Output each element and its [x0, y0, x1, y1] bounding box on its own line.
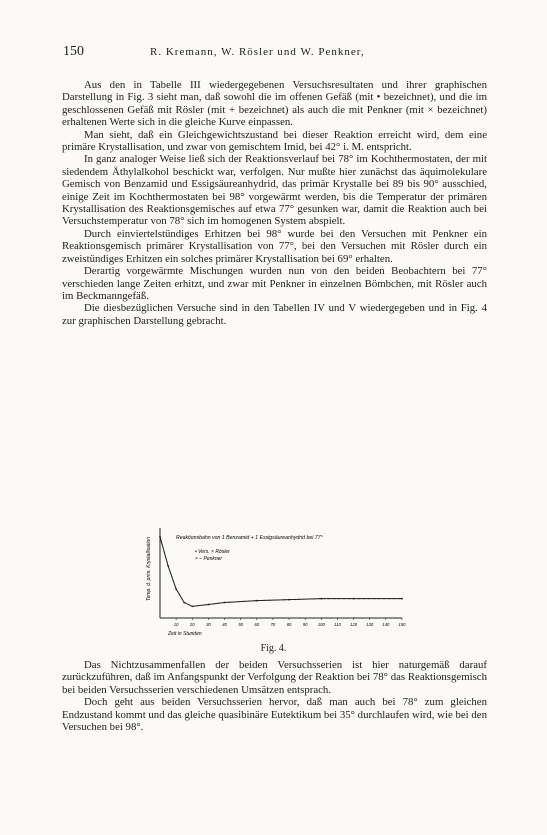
figure-caption: Fig. 4. [260, 643, 287, 654]
data-point [401, 598, 402, 599]
data-point [176, 588, 177, 589]
data-point [353, 598, 354, 599]
data-point [288, 599, 289, 600]
x-tick-label: 120 [350, 622, 358, 627]
legend-roesler: • Vers. × Rösler [195, 549, 230, 555]
data-point [184, 602, 185, 603]
x-tick-label: 20 [189, 622, 195, 627]
x-tick-label: 80 [286, 622, 292, 627]
x-tick-label: 70 [270, 622, 276, 627]
x-tick-label: 100 [317, 622, 325, 627]
data-point [208, 604, 209, 605]
chart-title: Reaktionsbahn von 1 Benzamid + 1 Essigsäureanhydrid bei 77° [176, 535, 323, 541]
x-tick-label: 40 [222, 622, 227, 627]
data-point [321, 598, 322, 599]
data-point [256, 600, 257, 601]
paragraph: Man sieht, daß ein Gleichgewichtszustand bei dieser Reaktion erreicht wird, dem eine primäre Krystallisation, und zwar von gemischtem Imid, bei 42° i. M. entspricht. [62, 128, 487, 154]
data-point [167, 565, 168, 566]
figure-4 [140, 523, 410, 643]
data-point [192, 606, 193, 607]
paragraph: Die diesbezüglichen Versuche sind in den Tabellen IV und V wiedergegeben und in Fig. 4 zur graphischen Darstellung gebracht. [62, 302, 487, 327]
x-tick-label: 10 [173, 622, 179, 627]
x-tick-label: 30 [206, 622, 211, 627]
x-tick-label: 150 [398, 622, 406, 627]
x-tick-label: 110 [334, 622, 341, 627]
x-axis-label: Zeit in Stunden [168, 631, 202, 637]
y-axis-label: Temp. d. prim. Krystallisation [146, 536, 152, 601]
paragraph: Durch einviertelstündiges Erhitzen bei 98° wurde bei den Versuchen mit Penkner ein Reaktionsgemisch primärer Krystallisation von 77°, bei den Versuchen mit Rösler durch ein zweistündiges Erhitzen ein solches primärer Krystallisation bei 69° erhalten. [62, 227, 487, 265]
x-tick-label: 130 [366, 622, 374, 627]
data-point [159, 536, 160, 537]
x-tick-label: 60 [254, 622, 260, 627]
body-text-bottom [62, 659, 487, 733]
paragraph: Das Nichtzusammenfallen der beiden Versuchsserien ist hier naturgemäß darauf zurückzuführen, daß im Anfangspunkt der Verfolgung der Reaktion bei 78° das Reaktionsgemisch bei beiden Versuchsserien verschiedenen Umsätzen entsprach. [62, 659, 487, 696]
x-tick-label: 90 [302, 622, 308, 627]
legend-penkner: × – Penkner [195, 556, 223, 562]
data-point [224, 602, 225, 603]
running-head: R. Kremann, W. Rösler und W. Penkner, [150, 46, 365, 58]
reaction-chart [140, 523, 410, 643]
x-tick-label: 50 [238, 622, 244, 627]
x-tick-label: 140 [382, 622, 390, 627]
paragraph: Derartig vorgewärmte Mischungen wurden nun von den beiden Beobachtern bei 77° verschieden lange Zeiten erhitzt, und zwar mit Penkner in einzelnen Bömbchen, mit Rösler auch im Beckmanngefäß. [62, 265, 487, 302]
body-text-top [62, 79, 487, 327]
paragraph: Aus den in Tabelle III wiedergegebenen Versuchsresultaten und ihrer graphischen Darstellung in Fig. 3 sieht man, daß sowohl die im offenen Gefäß (mit • bezeichnet), und die im geschlossenen Gefäß mit Rösler (mit + bezeichnet) als auch die mit Penkner (mit × bezeichnet) erhaltenen Werte sich in die gleiche Kurve einpassen. [62, 79, 487, 129]
page-number: 150 [63, 44, 84, 59]
paragraph: In ganz analoger Weise ließ sich der Reaktionsverlauf bei 78° im Kochthermostaten, der mit siedendem Äthylalkohol beschickt war, verfolgen. Nur mußte hier zunächst das äquimolekulare Gemisch von Benzamid und Essigsäureanhydrid, das primär Krystalle bei 89 bis 90° ausschied, einige Zeit im Kochthermostaten bei 98° vorgewärmt werden, bis die Temperatur der primären Krystallisation des Reaktionsgemisches auf etwa 77° gesunken war, damit die Reaktion auch bei Versuchstemperatur von 78° sich im homogenen System abspielt. [62, 153, 487, 228]
paragraph: Doch geht aus beiden Versuchsserien hervor, daß man auch bei 78° zum gleichen Endzustand kommt und das gleiche quasibinäre Eutektikum bei 35° durchlaufen wird, wie bei den Versuchen bei 98°. [62, 696, 487, 734]
